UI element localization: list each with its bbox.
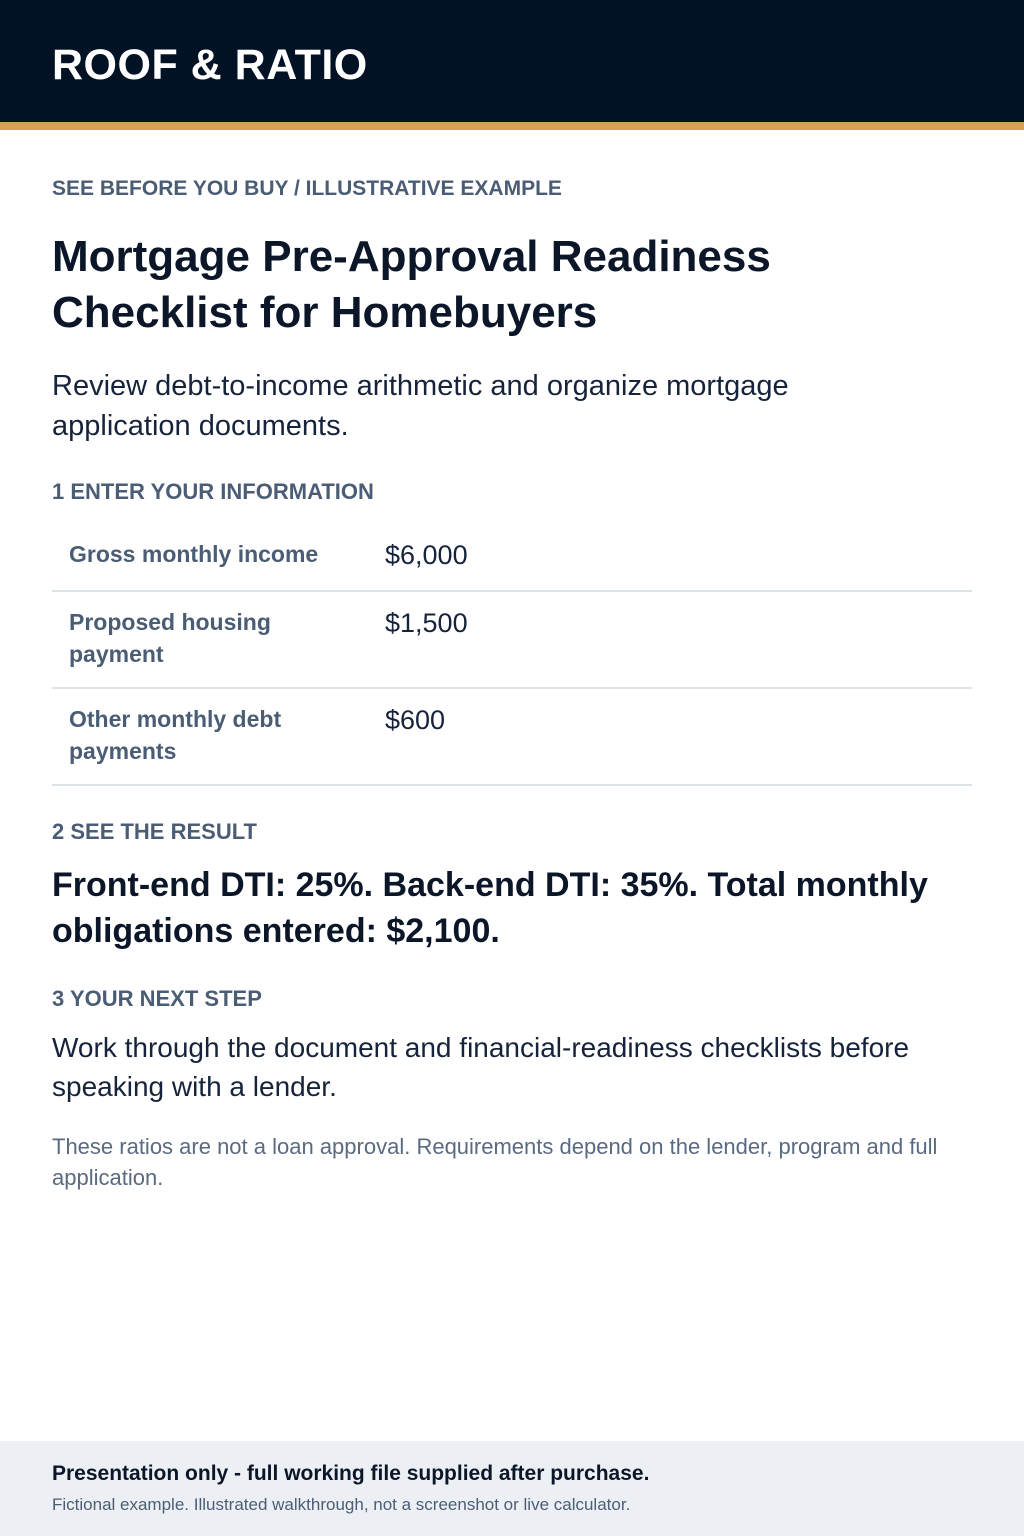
info-row-housing (52, 592, 972, 689)
disclaimer-text: These ratios are not a loan approval. Requirements depend on the lender, program and full application. (52, 1134, 938, 1190)
page-header (0, 0, 1024, 130)
result-text: Front-end DTI: 25%. Back-end DTI: 35%. Total monthly obligations entered: $2,100. (52, 866, 928, 950)
info-row-label: Proposed housing payment (69, 609, 271, 667)
page-footer (0, 1441, 1024, 1536)
info-row-value: $1,500 (385, 608, 468, 638)
info-row-value: $6,000 (385, 540, 468, 570)
footer-notice: Presentation only - full working file supplied after purchase. (52, 1462, 650, 1485)
information-table (52, 524, 972, 786)
page-subtitle: Review debt-to-income arithmetic and organize mortgage application documents. (52, 370, 789, 442)
page-title: Mortgage Pre-Approval Readiness Checklist for Homebuyers (52, 232, 771, 337)
step-2-label: 2 SEE THE RESULT (52, 819, 257, 844)
info-row-label: Other monthly debt payments (69, 706, 282, 764)
step-3-label: 3 YOUR NEXT STEP (52, 986, 262, 1011)
step-1-label: 1 ENTER YOUR INFORMATION (52, 479, 374, 504)
info-row-label: Gross monthly income (69, 541, 319, 567)
next-step-text: Work through the document and financial-readiness checklists before speaking with a lender. (52, 1032, 910, 1102)
brand-logo-text: ROOF & RATIO (52, 41, 368, 89)
footer-subnote: Fictional example. Illustrated walkthrough, not a screenshot or live calculator. (52, 1495, 631, 1514)
info-row-debt (52, 689, 972, 786)
eyebrow-label: SEE BEFORE YOU BUY / ILLUSTRATIVE EXAMPLE (52, 177, 562, 200)
info-row-income (52, 524, 972, 592)
info-row-value: $600 (385, 705, 446, 735)
